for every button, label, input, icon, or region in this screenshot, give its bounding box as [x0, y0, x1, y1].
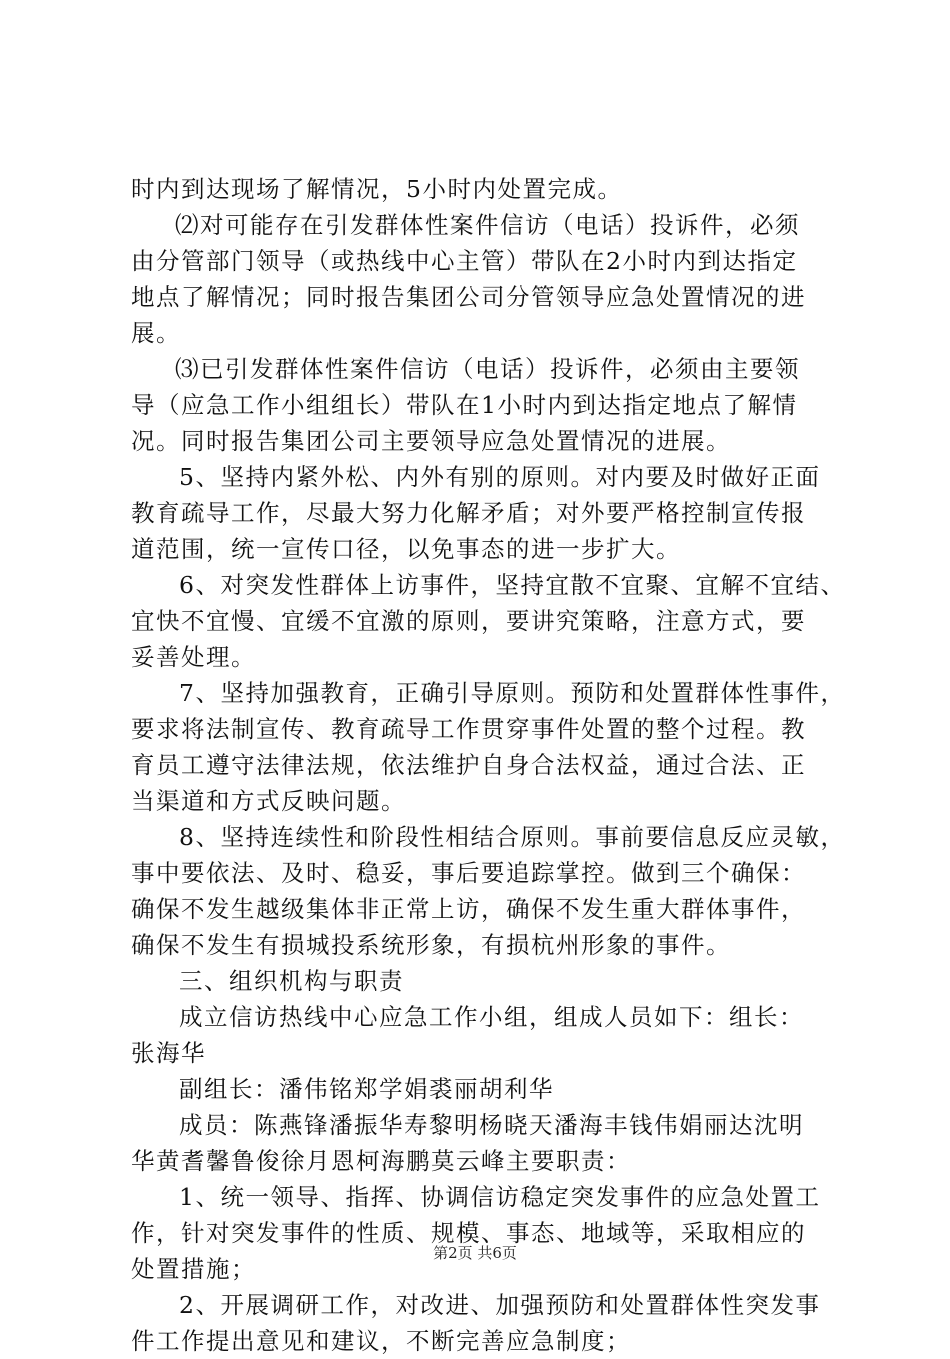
text-line: 副组长：潘伟铭郑学娟裘丽胡利华: [179, 1075, 554, 1103]
text-line: 要求将法制宣传、教育疏导工作贯穿事件处置的整个过程。教: [131, 715, 806, 743]
text-line: 5、坚持内紧外松、内外有别的原则。对内要及时做好正面: [179, 463, 821, 491]
document-body: [131, 171, 846, 1359]
text-line: 张海华: [131, 1039, 206, 1067]
text-line: 育员工遵守法律法规，依法维护自身合法权益，通过合法、正: [131, 751, 806, 779]
text-line: 成员：陈燕锋潘振华寿黎明杨晓天潘海丰钱伟娟丽达沈明: [179, 1111, 804, 1139]
text-line: ⑶已引发群体性案件信访（电话）投诉件，必须由主要领: [175, 355, 800, 383]
page-number-footer: 第2页 共6页: [433, 1244, 517, 1262]
text-line: 6、对突发性群体上访事件，坚持宜散不宜聚、宜解不宜结、: [179, 571, 846, 599]
section-heading: 三、组织机构与职责: [179, 967, 404, 995]
text-line: 事中要依法、及时、稳妥，事后要追踪掌控。做到三个确保：: [131, 859, 806, 887]
text-line: 1、统一领导、指挥、协调信访稳定突发事件的应急处置工: [179, 1183, 821, 1211]
text-line: 成立信访热线中心应急工作小组，组成人员如下：组长：: [179, 1003, 804, 1031]
text-line: 由分管部门领导（或热线中心主管）带队在2小时内到达指定: [131, 247, 798, 275]
text-line: 处置措施；: [131, 1255, 256, 1283]
text-line: 作，针对突发事件的性质、规模、事态、地域等，采取相应的: [131, 1219, 806, 1247]
text-line: 导（应急工作小组组长）带队在1小时内到达指定地点了解情: [131, 391, 798, 419]
text-line: 妥善处理。: [131, 643, 256, 671]
text-line: 2、开展调研工作，对改进、加强预防和处置群体性突发事: [179, 1291, 821, 1319]
text-line: 8、坚持连续性和阶段性相结合原则。事前要信息反应灵敏，: [179, 823, 846, 851]
text-line: 宜快不宜慢、宜缓不宜激的原则，要讲究策略，注意方式，要: [131, 607, 806, 635]
text-line: 展。: [131, 319, 181, 347]
text-line: 华黄耆馨鲁俊徐月恩柯海鹏莫云峰主要职责：: [131, 1147, 631, 1175]
text-line: 当渠道和方式反映问题。: [131, 787, 406, 815]
text-line: ⑵对可能存在引发群体性案件信访（电话）投诉件，必须: [175, 211, 800, 239]
text-line: 确保不发生有损城投系统形象，有损杭州形象的事件。: [131, 931, 731, 959]
text-line: 道范围，统一宣传口径，以免事态的进一步扩大。: [131, 535, 681, 563]
text-line: 确保不发生越级集体非正常上访，确保不发生重大群体事件，: [131, 895, 806, 923]
text-line: 况。同时报告集团公司主要领导应急处置情况的进展。: [131, 427, 731, 455]
text-line: 件工作提出意见和建议，不断完善应急制度；: [131, 1327, 631, 1355]
text-line: 时内到达现场了解情况，5小时内处置完成。: [131, 175, 623, 203]
text-line: 7、坚持加强教育，正确引导原则。预防和处置群体性事件，: [179, 679, 846, 707]
text-line: 地点了解情况；同时报告集团公司分管领导应急处置情况的进: [131, 283, 806, 311]
text-line: 教育疏导工作，尽最大努力化解矛盾；对外要严格控制宣传报: [131, 499, 806, 527]
